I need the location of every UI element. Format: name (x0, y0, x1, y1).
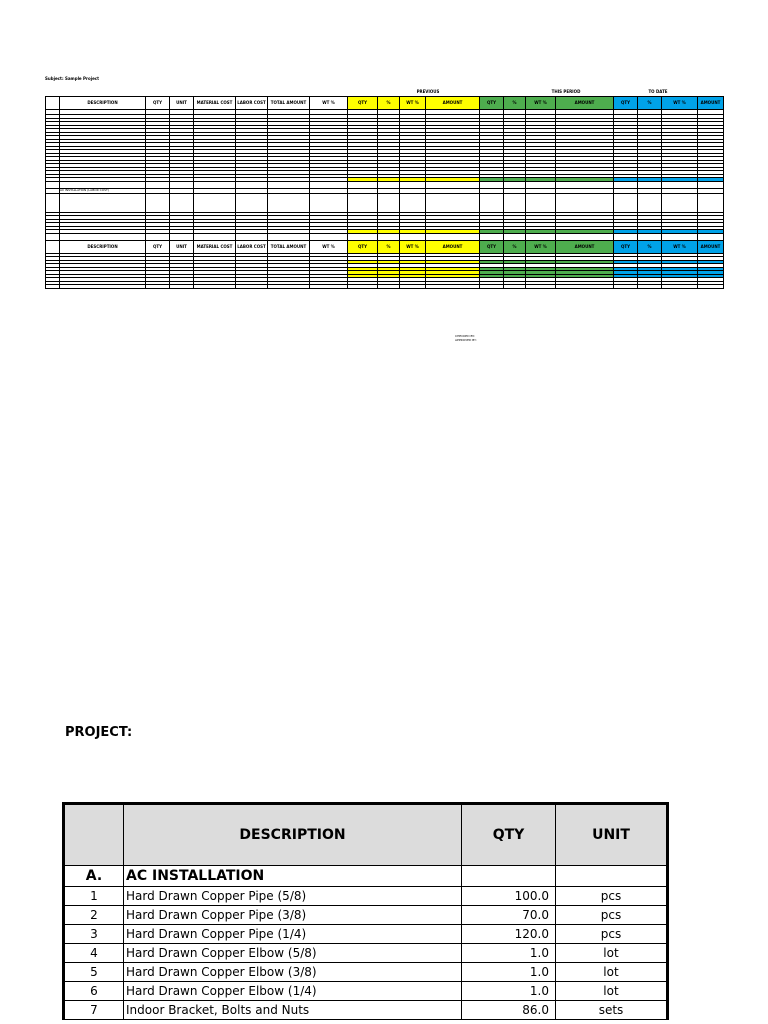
mini-cell: AMOUNT (426, 97, 480, 110)
row-unit: pcs (556, 925, 668, 944)
row-description: Hard Drawn Copper Pipe (1/4) (124, 925, 462, 944)
table-row (64, 963, 668, 982)
project-label: PROJECT: (65, 725, 133, 740)
mini-cell (60, 193, 146, 212)
mini-cell (146, 233, 170, 240)
table-row (64, 887, 668, 906)
mini-cell (426, 193, 480, 212)
mini-cell: % (378, 97, 400, 110)
header-no (64, 804, 124, 866)
mini-cell (426, 285, 480, 289)
mini-group-previous: PREVIOUS (357, 89, 499, 97)
row-number: 7 (64, 1001, 124, 1020)
mini-cell (614, 285, 638, 289)
mini-cell (236, 233, 268, 240)
mini-cell: UNIT (170, 97, 194, 110)
row-description: Hard Drawn Copper Pipe (3/8) (124, 906, 462, 925)
mini-row (46, 233, 724, 240)
mini-cell (480, 181, 504, 188)
row-number: 5 (64, 963, 124, 982)
header-qty: QTY (462, 804, 556, 866)
mini-table (45, 96, 724, 289)
row-qty: 120.0 (462, 925, 556, 944)
mini-cell: AMOUNT (426, 240, 480, 253)
row-number: 4 (64, 944, 124, 963)
row-number: 2 (64, 906, 124, 925)
mini-cell (194, 193, 236, 212)
mini-cell: LABOR COST (236, 240, 268, 253)
row-unit: pcs (556, 906, 668, 925)
mini-row (46, 193, 724, 212)
mini-cell (480, 193, 504, 212)
mini-cell (638, 193, 662, 212)
mini-cell: UNIT (170, 240, 194, 253)
section-number: A. (64, 866, 124, 887)
header-unit: UNIT (556, 804, 668, 866)
table-row (64, 906, 668, 925)
mini-cell (60, 181, 146, 188)
table-row (64, 944, 668, 963)
row-qty: 1.0 (462, 944, 556, 963)
row-description: Indoor Bracket, Bolts and Nuts (124, 1001, 462, 1020)
row-qty: 1.0 (462, 963, 556, 982)
row-unit: lot (556, 963, 668, 982)
mini-group-to-date: TO DATE (633, 89, 683, 97)
mini-group-this-period: THIS PERIOD (499, 89, 633, 97)
mini-cell: % (504, 240, 526, 253)
mini-cell: QTY (146, 97, 170, 110)
mini-cell (698, 285, 724, 289)
table-row (64, 1001, 668, 1020)
mini-cell (400, 285, 426, 289)
mini-approved-by: APPROVED BY: (455, 338, 477, 342)
mini-cell (556, 285, 614, 289)
mini-cell (698, 193, 724, 212)
mini-cell (46, 240, 60, 253)
mini-cell (146, 193, 170, 212)
mini-cell (268, 233, 310, 240)
row-unit: sets (556, 1001, 668, 1020)
mini-cell (698, 233, 724, 240)
mini-cell: WT % (526, 240, 556, 253)
mini-cell (662, 193, 698, 212)
mini-row (46, 97, 724, 110)
items-table (62, 802, 669, 1020)
table-row (64, 982, 668, 1001)
mini-cell (310, 181, 348, 188)
mini-cell (170, 193, 194, 212)
mini-signatures (455, 334, 477, 342)
mini-row (46, 285, 724, 289)
row-qty: 1.0 (462, 982, 556, 1001)
mini-cell (504, 285, 526, 289)
mini-cell: LABOR COST (236, 97, 268, 110)
mini-cell (60, 233, 146, 240)
mini-cell: DESCRIPTION (60, 240, 146, 253)
mini-cell: AMOUNT (698, 97, 724, 110)
mini-row (46, 181, 724, 188)
mini-cell (400, 233, 426, 240)
mini-section-b: AC INSTALLATION (LABOR COST) (60, 188, 146, 193)
mini-cell (146, 285, 170, 289)
mini-cell (310, 285, 348, 289)
row-description: Hard Drawn Copper Elbow (1/4) (124, 982, 462, 1001)
mini-cell (526, 233, 556, 240)
mini-cell (556, 181, 614, 188)
mini-cell (400, 181, 426, 188)
mini-row (46, 240, 724, 253)
mini-cell: TOTAL AMOUNT (268, 240, 310, 253)
row-qty: 86.0 (462, 1001, 556, 1020)
mini-cell (556, 233, 614, 240)
mini-title: Subject: Sample Project (45, 76, 100, 81)
mini-cell (504, 233, 526, 240)
mini-cell (526, 285, 556, 289)
mini-cell: % (638, 240, 662, 253)
section-row (64, 866, 668, 887)
mini-cell (556, 193, 614, 212)
mini-cell (426, 181, 480, 188)
row-unit: pcs (556, 887, 668, 906)
mini-cell (526, 181, 556, 188)
mini-cell: WT % (662, 240, 698, 253)
table-row (64, 925, 668, 944)
mini-cell: QTY (348, 240, 378, 253)
mini-cell (662, 181, 698, 188)
mini-cell (378, 233, 400, 240)
mini-cell: % (504, 97, 526, 110)
mini-cell: WT % (526, 97, 556, 110)
mini-cell (348, 181, 378, 188)
mini-cell (348, 285, 378, 289)
mini-cell: AMOUNT (698, 240, 724, 253)
section-title: AC INSTALLATION (124, 866, 462, 887)
mini-cell (170, 181, 194, 188)
mini-cell (146, 181, 170, 188)
mini-cell (170, 285, 194, 289)
mini-cell (614, 233, 638, 240)
mini-cell (526, 193, 556, 212)
mini-cell (504, 181, 526, 188)
mini-cell (662, 233, 698, 240)
mini-cell (236, 193, 268, 212)
mini-cell: QTY (348, 97, 378, 110)
mini-cell (348, 233, 378, 240)
mini-cell (170, 233, 194, 240)
row-description: Hard Drawn Copper Elbow (5/8) (124, 944, 462, 963)
mini-cell (46, 193, 60, 212)
mini-cell (378, 181, 400, 188)
mini-cell (236, 181, 268, 188)
mini-cell (698, 181, 724, 188)
row-unit: lot (556, 944, 668, 963)
row-description: Hard Drawn Copper Elbow (3/8) (124, 963, 462, 982)
mini-cell (662, 285, 698, 289)
header-description: DESCRIPTION (124, 804, 462, 866)
mini-cell (194, 181, 236, 188)
mini-cell (46, 285, 60, 289)
table-header-row (64, 804, 668, 866)
mini-cell (400, 193, 426, 212)
mini-cell: QTY (614, 97, 638, 110)
mini-cell (504, 193, 526, 212)
mini-cell: QTY (614, 240, 638, 253)
mini-cell (638, 285, 662, 289)
mini-cell (268, 193, 310, 212)
mini-cell (310, 233, 348, 240)
mini-cell: WT % (400, 240, 426, 253)
row-qty: 100.0 (462, 887, 556, 906)
mini-checked-by: CHECKED BY: (455, 334, 475, 338)
mini-cell (378, 193, 400, 212)
row-number: 1 (64, 887, 124, 906)
mini-cell: AMOUNT (556, 97, 614, 110)
mini-cell: AMOUNT (556, 240, 614, 253)
mini-cell: TOTAL AMOUNT (268, 97, 310, 110)
mini-cell: QTY (146, 240, 170, 253)
row-number: 3 (64, 925, 124, 944)
mini-cell: QTY (480, 240, 504, 253)
mini-cell: MATERIAL COST (194, 240, 236, 253)
mini-cell (614, 181, 638, 188)
mini-cell (310, 193, 348, 212)
mini-cell (638, 233, 662, 240)
mini-cell (638, 181, 662, 188)
mini-cell: WT % (310, 240, 348, 253)
spreadsheet-thumbnail (45, 70, 721, 360)
row-unit: lot (556, 982, 668, 1001)
section-unit (556, 866, 668, 887)
mini-cell (348, 193, 378, 212)
mini-cell (614, 193, 638, 212)
mini-cell: % (638, 97, 662, 110)
mini-cell: DESCRIPTION (60, 97, 146, 110)
section-qty (462, 866, 556, 887)
mini-cell (46, 233, 60, 240)
mini-cell (236, 285, 268, 289)
mini-cell: QTY (480, 97, 504, 110)
mini-cell (480, 233, 504, 240)
mini-cell (46, 97, 60, 110)
mini-cell (194, 233, 236, 240)
mini-cell (46, 181, 60, 188)
mini-cell (480, 285, 504, 289)
mini-cell: % (378, 240, 400, 253)
mini-cell: MATERIAL COST (194, 97, 236, 110)
mini-cell: WT % (662, 97, 698, 110)
mini-cell (268, 285, 310, 289)
row-number: 6 (64, 982, 124, 1001)
mini-cell: WT % (310, 97, 348, 110)
mini-cell (194, 285, 236, 289)
mini-cell: WT % (400, 97, 426, 110)
row-description: Hard Drawn Copper Pipe (5/8) (124, 887, 462, 906)
mini-cell (378, 285, 400, 289)
mini-cell (268, 181, 310, 188)
mini-cell (426, 233, 480, 240)
mini-cell (60, 285, 146, 289)
row-qty: 70.0 (462, 906, 556, 925)
